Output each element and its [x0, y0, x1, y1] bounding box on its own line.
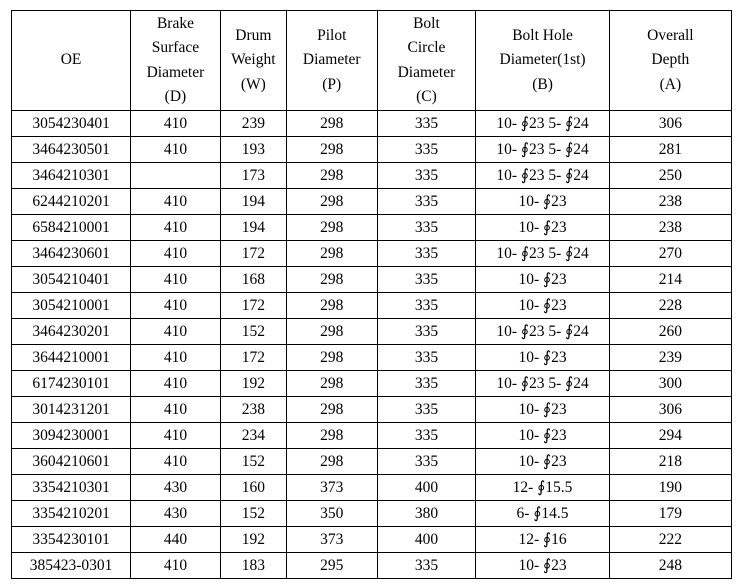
cell-a: 179: [609, 501, 731, 527]
cell-p: 298: [286, 293, 377, 319]
column-header-b: [476, 11, 609, 111]
cell-b: 10- ∮23 5- ∮24: [476, 371, 609, 397]
column-header-w-line: Drum: [235, 26, 272, 44]
cell-p: 298: [286, 267, 377, 293]
cell-oe: 3644210001: [12, 345, 131, 371]
cell-b: 10- ∮23: [476, 397, 609, 423]
cell-b: 10- ∮23: [476, 345, 609, 371]
cell-c: 335: [377, 449, 476, 475]
cell-d: [131, 163, 221, 189]
cell-d: 410: [131, 267, 221, 293]
table-row: [12, 189, 732, 215]
cell-d: 410: [131, 293, 221, 319]
column-header-b-line: Bolt Hole: [512, 26, 573, 44]
table-row: [12, 475, 732, 501]
cell-a: 228: [609, 293, 731, 319]
cell-w: 234: [220, 423, 286, 449]
cell-a: 270: [609, 241, 731, 267]
cell-oe: 3054230401: [12, 111, 131, 137]
cell-oe: 3464210301: [12, 163, 131, 189]
column-header-c-line: Bolt: [413, 14, 440, 32]
cell-c: 335: [377, 371, 476, 397]
cell-w: 239: [220, 111, 286, 137]
cell-a: 218: [609, 449, 731, 475]
cell-a: 306: [609, 397, 731, 423]
table-row: [12, 215, 732, 241]
cell-a: 281: [609, 137, 731, 163]
table-row: [12, 345, 732, 371]
cell-oe: 385423-0301: [12, 553, 131, 579]
column-header-a-line: (A): [659, 75, 682, 93]
brake-drum-spec-table: [11, 10, 732, 579]
table-row: [12, 449, 732, 475]
cell-c: 335: [377, 189, 476, 215]
cell-c: 335: [377, 553, 476, 579]
table-row: [12, 241, 732, 267]
cell-w: 238: [220, 397, 286, 423]
cell-a: 294: [609, 423, 731, 449]
cell-oe: 3464230601: [12, 241, 131, 267]
table-row: [12, 111, 732, 137]
header-row: [12, 11, 732, 111]
cell-w: 193: [220, 137, 286, 163]
table-row: [12, 267, 732, 293]
column-header-c: [377, 11, 476, 111]
table-row: [12, 319, 732, 345]
cell-c: 400: [377, 527, 476, 553]
cell-p: 373: [286, 475, 377, 501]
cell-w: 152: [220, 449, 286, 475]
cell-b: 6- ∮14.5: [476, 501, 609, 527]
cell-a: 238: [609, 189, 731, 215]
cell-oe: 3094230001: [12, 423, 131, 449]
cell-w: 172: [220, 293, 286, 319]
cell-c: 335: [377, 293, 476, 319]
cell-c: 400: [377, 475, 476, 501]
cell-d: 410: [131, 111, 221, 137]
cell-c: 335: [377, 241, 476, 267]
cell-a: 300: [609, 371, 731, 397]
cell-w: 192: [220, 527, 286, 553]
cell-w: 173: [220, 163, 286, 189]
column-header-d-line: (D): [164, 88, 187, 105]
column-header-a-line: Depth: [651, 51, 690, 69]
cell-w: 168: [220, 267, 286, 293]
cell-d: 410: [131, 553, 221, 579]
cell-b: 10- ∮23 5- ∮24: [476, 137, 609, 163]
cell-a: 214: [609, 267, 731, 293]
cell-b: 12- ∮16: [476, 527, 609, 553]
cell-c: 335: [377, 137, 476, 163]
column-header-c-line: Diameter: [397, 63, 456, 81]
cell-p: 298: [286, 241, 377, 267]
cell-oe: 3464230501: [12, 137, 131, 163]
column-header-p-line: (P): [322, 75, 342, 93]
table-row: [12, 527, 732, 553]
column-header-a-line: Overall: [647, 26, 694, 44]
cell-p: 298: [286, 111, 377, 137]
cell-oe: 3464230201: [12, 319, 131, 345]
cell-b: 10- ∮23 5- ∮24: [476, 319, 609, 345]
cell-d: 410: [131, 397, 221, 423]
cell-oe: 3354210301: [12, 475, 131, 501]
table-row: [12, 553, 732, 579]
column-header-p-line: Pilot: [317, 26, 347, 44]
cell-d: 410: [131, 241, 221, 267]
column-header-w: [220, 11, 286, 111]
cell-oe: 3354230101: [12, 527, 131, 553]
cell-b: 10- ∮23 5- ∮24: [476, 111, 609, 137]
cell-p: 298: [286, 189, 377, 215]
cell-w: 194: [220, 215, 286, 241]
cell-b: 10- ∮23: [476, 449, 609, 475]
cell-c: 380: [377, 501, 476, 527]
column-header-b-line: (B): [532, 75, 553, 93]
column-header-d-line: Surface: [151, 39, 200, 56]
cell-p: 298: [286, 397, 377, 423]
cell-oe: 6244210201: [12, 189, 131, 215]
cell-b: 10- ∮23 5- ∮24: [476, 241, 609, 267]
cell-a: 190: [609, 475, 731, 501]
table-row: [12, 371, 732, 397]
cell-p: 298: [286, 215, 377, 241]
cell-a: 239: [609, 345, 731, 371]
column-header-p: [286, 11, 377, 111]
cell-d: 410: [131, 449, 221, 475]
cell-d: 430: [131, 501, 221, 527]
cell-d: 410: [131, 189, 221, 215]
cell-c: 335: [377, 397, 476, 423]
cell-b: 12- ∮15.5: [476, 475, 609, 501]
cell-d: 410: [131, 319, 221, 345]
column-header-c-line: Circle: [407, 39, 446, 56]
table-row: [12, 137, 732, 163]
cell-d: 410: [131, 423, 221, 449]
cell-b: 10- ∮23 5- ∮24: [476, 163, 609, 189]
cell-b: 10- ∮23: [476, 423, 609, 449]
cell-c: 335: [377, 319, 476, 345]
cell-w: 152: [220, 501, 286, 527]
cell-d: 410: [131, 215, 221, 241]
cell-b: 10- ∮23: [476, 267, 609, 293]
cell-d: 410: [131, 137, 221, 163]
cell-c: 335: [377, 267, 476, 293]
table-row: [12, 501, 732, 527]
cell-d: 410: [131, 371, 221, 397]
cell-w: 172: [220, 241, 286, 267]
cell-d: 430: [131, 475, 221, 501]
table-row: [12, 293, 732, 319]
cell-b: 10- ∮23: [476, 293, 609, 319]
cell-w: 183: [220, 553, 286, 579]
column-header-b-line: Diameter(1st): [499, 51, 586, 69]
column-header-oe: [12, 11, 131, 111]
cell-p: 298: [286, 319, 377, 345]
cell-oe: 6584210001: [12, 215, 131, 241]
cell-a: 260: [609, 319, 731, 345]
cell-p: 298: [286, 163, 377, 189]
column-header-d: [131, 11, 221, 111]
cell-a: 306: [609, 111, 731, 137]
cell-d: 410: [131, 345, 221, 371]
cell-oe: 3604210601: [12, 449, 131, 475]
cell-p: 298: [286, 137, 377, 163]
cell-w: 172: [220, 345, 286, 371]
cell-b: 10- ∮23: [476, 215, 609, 241]
column-header-d-line: Brake: [156, 14, 194, 32]
column-header-p-line: Diameter: [302, 51, 361, 69]
cell-a: 238: [609, 215, 731, 241]
cell-oe: 3054210401: [12, 267, 131, 293]
cell-oe: 3354210201: [12, 501, 131, 527]
table-header: [12, 11, 732, 111]
table-row: [12, 423, 732, 449]
table-row: [12, 397, 732, 423]
cell-c: 335: [377, 423, 476, 449]
column-header-w-line: Weight: [231, 51, 276, 69]
cell-b: 10- ∮23: [476, 553, 609, 579]
cell-b: 10- ∮23: [476, 189, 609, 215]
cell-oe: 6174230101: [12, 371, 131, 397]
cell-p: 298: [286, 371, 377, 397]
column-header-oe-line: OE: [60, 51, 82, 69]
cell-c: 335: [377, 111, 476, 137]
column-header-d-line: Diameter: [146, 63, 205, 81]
table-row: [12, 163, 732, 189]
table-body: [12, 111, 732, 579]
cell-a: 250: [609, 163, 731, 189]
cell-p: 350: [286, 501, 377, 527]
cell-c: 335: [377, 345, 476, 371]
cell-p: 373: [286, 527, 377, 553]
cell-w: 194: [220, 189, 286, 215]
column-header-w-line: (W): [240, 75, 266, 93]
cell-p: 298: [286, 345, 377, 371]
cell-p: 295: [286, 553, 377, 579]
cell-c: 335: [377, 215, 476, 241]
cell-oe: 3054210001: [12, 293, 131, 319]
cell-w: 152: [220, 319, 286, 345]
cell-w: 192: [220, 371, 286, 397]
cell-oe: 3014231201: [12, 397, 131, 423]
cell-p: 298: [286, 423, 377, 449]
cell-a: 222: [609, 527, 731, 553]
column-header-a: [609, 11, 731, 111]
cell-w: 160: [220, 475, 286, 501]
cell-a: 248: [609, 553, 731, 579]
cell-p: 298: [286, 449, 377, 475]
cell-d: 440: [131, 527, 221, 553]
column-header-c-line: (C): [416, 88, 437, 105]
cell-c: 335: [377, 163, 476, 189]
